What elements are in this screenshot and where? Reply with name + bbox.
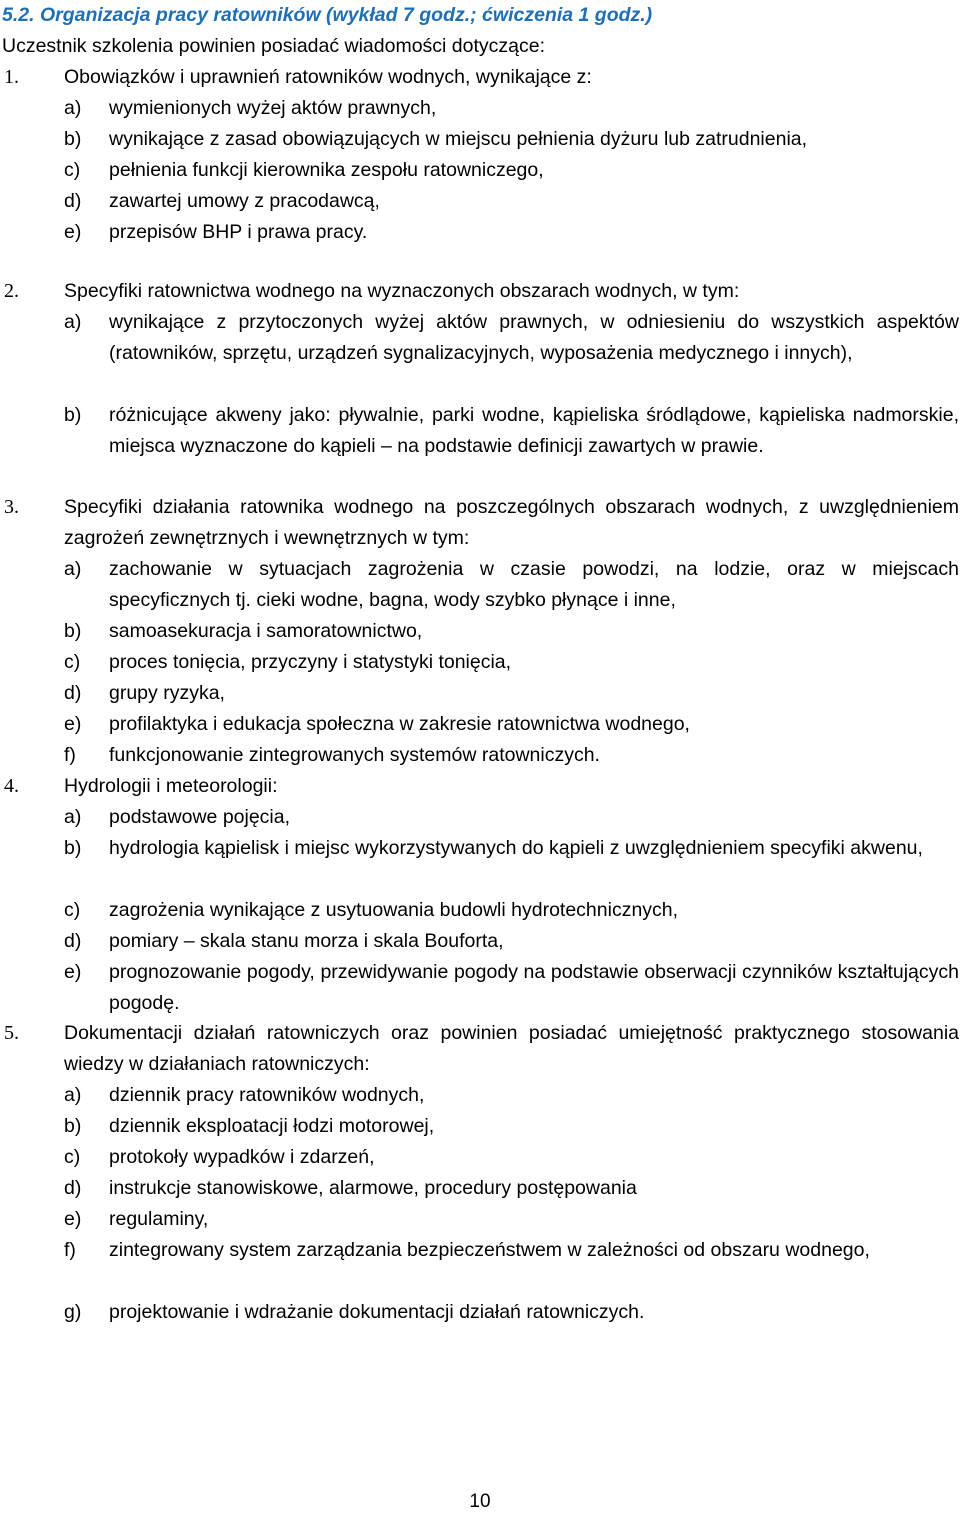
item-text: hydrologia kąpielisk i miejsc wykorzystywanych do kąpieli z uwzględnieniem specyfiki akwenu, [109,837,923,859]
item-text: podstawowe pojęcia, [109,806,291,828]
item-letter: b) [64,620,82,642]
item-letter: f) [64,744,76,766]
item-letter: f) [64,1239,76,1261]
item-text: profilaktyka i edukacja społeczna w zakresie ratownictwa wodnego, [109,713,690,735]
item-text: zachowanie w sytuacjach zagrożenia w czasie powodzi, na lodzie, oraz w miejscach specyficznych tj. cieki wodne, bagna, wody szybko płynące i inne, [109,558,959,611]
section-text: Obowiązków i uprawnień ratowników wodnych, wynikające z: [64,66,592,88]
section-number: 3. [4,496,19,518]
item-text: projektowanie i wdrażanie dokumentacji działań ratowniczych. [109,1301,645,1323]
item-letter: c) [64,1146,81,1168]
section-number: 1. [4,66,19,88]
item-letter: d) [64,1177,82,1199]
item-text: dziennik eksploatacji łodzi motorowej, [109,1115,435,1137]
item-letter: a) [64,558,82,580]
item-letter: a) [64,806,82,828]
item-letter: b) [64,1115,82,1137]
intro-text: Uczestnik szkolenia powinien posiadać wiadomości dotyczące: [2,35,546,57]
item-letter: e) [64,221,82,243]
item-letter: d) [64,190,82,212]
item-text: zawartej umowy z pracodawcą, [109,190,380,212]
item-letter: b) [64,404,82,426]
section-text: Dokumentacji działań ratowniczych oraz powinien posiadać umiejętność praktycznego stosowania wiedzy w działaniach ratowniczych: [64,1022,959,1075]
page-number: 10 [469,1491,491,1512]
item-text: zagrożenia wynikające z usytuowania budowli hydrotechnicznych, [109,899,679,921]
item-text: samoasekuracja i samoratownictwo, [109,620,423,642]
item-text: pełnienia funkcji kierownika zespołu ratowniczego, [109,159,544,181]
item-text: proces tonięcia, przyczyny i statystyki tonięcia, [109,651,512,673]
item-letter: e) [64,961,82,983]
item-letter: c) [64,899,81,921]
item-letter: c) [64,159,81,181]
item-text: wynikające z zasad obowiązujących w miejscu pełnienia dyżuru lub zatrudnienia, [109,128,808,150]
item-text: regulaminy, [109,1208,209,1230]
section-number: 5. [4,1022,19,1044]
item-letter: b) [64,128,82,150]
section-number: 4. [4,775,19,797]
section-text: Specyfiki działania ratownika wodnego na poszczególnych obszarach wodnych, z uwzględnieniem zagrożeń zewnętrznych i wewnętrznych w tym: [64,496,959,549]
item-letter: a) [64,1084,82,1106]
section-number: 2. [4,280,19,302]
item-text: prognozowanie pogody, przewidywanie pogody na podstawie obserwacji czynników kształtujących pogodę. [109,961,959,1014]
item-text: protokoły wypadków i zdarzeń, [109,1146,375,1168]
item-letter: e) [64,1208,82,1230]
item-text: wynikające z przytoczonych wyżej aktów prawnych, w odniesieniu do wszystkich aspektów (ratowników, sprzętu, urządzeń sygnalizacyjnych, wyposażenia medycznego i innych), [109,311,959,364]
item-text: zintegrowany system zarządzania bezpieczeństwem w zależności od obszaru wodnego, [109,1239,870,1261]
item-text: grupy ryzyka, [109,682,225,704]
item-letter: d) [64,930,82,952]
item-letter: a) [64,97,82,119]
item-text: różnicujące akweny jako: pływalnie, parki wodne, kąpieliska śródlądowe, kąpieliska nadmorskie, miejsca wyznaczone do kąpieli – na podstawie definicji zawartych w prawie. [109,404,959,457]
item-letter: c) [64,651,81,673]
item-letter: b) [64,837,82,859]
item-text: przepisów BHP i prawa pracy. [109,221,368,243]
section-text: Hydrologii i meteorologii: [64,775,278,797]
item-letter: d) [64,682,82,704]
item-text: pomiary – skala stanu morza i skala Bouforta, [109,930,504,952]
item-text: wymienionych wyżej aktów prawnych, [109,97,437,119]
item-text: instrukcje stanowiskowe, alarmowe, procedury postępowania [109,1177,637,1199]
item-letter: a) [64,311,82,333]
item-text: dziennik pracy ratowników wodnych, [109,1084,425,1106]
section-text: Specyfiki ratownictwa wodnego na wyznaczonych obszarach wodnych, w tym: [64,280,740,302]
section-heading: 5.2. Organizacja pracy ratowników (wykład 7 godz.; ćwiczenia 1 godz.) [2,4,653,26]
item-letter: g) [64,1301,82,1323]
item-letter: e) [64,713,82,735]
item-text: funkcjonowanie zintegrowanych systemów ratowniczych. [109,744,600,766]
